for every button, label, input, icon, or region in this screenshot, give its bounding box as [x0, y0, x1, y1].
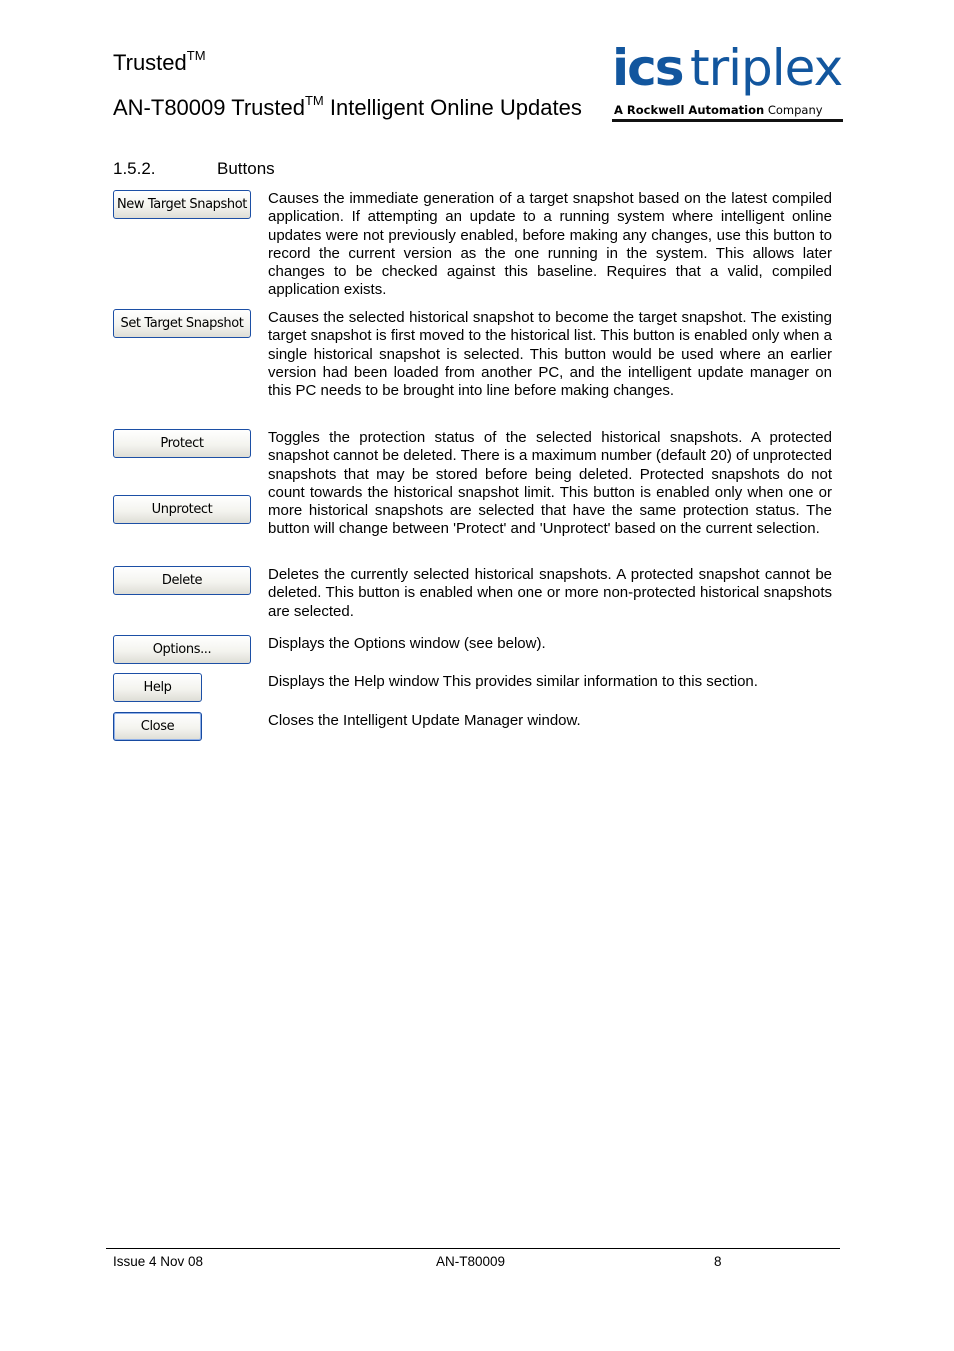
- set-target-snapshot-button[interactable]: Set Target Snapshot: [113, 309, 251, 338]
- footer-issue: Issue 4 Nov 08: [113, 1254, 204, 1269]
- help-description: Displays the Help window This provides similar information to this section.: [268, 673, 758, 690]
- header-product-name: Trusted: [113, 50, 187, 75]
- logo-tagline-rest: Company: [764, 103, 823, 117]
- logo-ics: ics: [612, 39, 683, 97]
- unprotect-button[interactable]: Unprotect: [113, 495, 251, 524]
- section-number: 1.5.2.: [113, 159, 156, 178]
- footer-rule: [106, 1248, 840, 1249]
- close-button[interactable]: Close: [113, 712, 202, 741]
- header-product-tm: TM: [186, 48, 206, 63]
- delete-description: Deletes the currently selected historical snapshots. A protected snapshot cannot be deleted. This button is enabled when one or more non-protected historical snapshots are selected.: [268, 566, 832, 620]
- protect-button[interactable]: Protect: [113, 429, 251, 458]
- footer-page-number: 8: [714, 1254, 722, 1269]
- footer-doc-id: AN-T80009: [436, 1254, 506, 1269]
- logo-tagline-bold: A Rockwell Automation: [614, 103, 765, 117]
- section-title: Buttons: [217, 159, 275, 178]
- logo-tagline: [614, 103, 823, 117]
- set-target-snapshot-description: Causes the selected historical snapshot to become the target snapshot. The existing target snapshot is first moved to the historical list. This button is enabled only when a single historical snapshot is selected. This button would be used where an earlier version had been loaded from another PC, and the intelligent update manager on this PC needs to be brought into line before making changes.: [268, 309, 832, 400]
- logo-triplex: triplex: [690, 39, 843, 97]
- new-target-snapshot-description: Causes the immediate generation of a target snapshot based on the latest compiled application. If attempting an update to a running system where intelligent online updates were not previously enabled, before making any changes, use this button to record the current version as the one running in the system. This allows later changes to be checked against this baseline. Requires that a valid, compiled application exists.: [268, 190, 832, 299]
- protect-description: Toggles the protection status of the selected historical snapshots. A protected snapshot cannot be deleted. There is a maximum number (default 20) of unprotected snapshots that may be stored before being deleted. Protected snapshots do not count towards the historical snapshot limit. This button is enabled only when one or more historical snapshots are selected that have the same protection status. The button will change between 'Protect' and 'Unprotect' based on the current selection.: [268, 429, 832, 538]
- document-title: [113, 93, 582, 123]
- new-target-snapshot-button[interactable]: New Target Snapshot: [113, 190, 251, 219]
- doc-title-suffix: Intelligent Online Updates: [323, 95, 582, 120]
- header-product: [113, 48, 206, 78]
- doc-title-prefix: AN-T80009 Trusted: [113, 95, 305, 120]
- delete-button[interactable]: Delete: [113, 566, 251, 595]
- options-description: Displays the Options window (see below).: [268, 635, 546, 652]
- logo-underline: [612, 119, 843, 122]
- options-button[interactable]: Options...: [113, 635, 251, 664]
- help-button[interactable]: Help: [113, 673, 202, 702]
- close-description: Closes the Intelligent Update Manager window.: [268, 712, 581, 729]
- doc-title-tm: TM: [304, 93, 324, 108]
